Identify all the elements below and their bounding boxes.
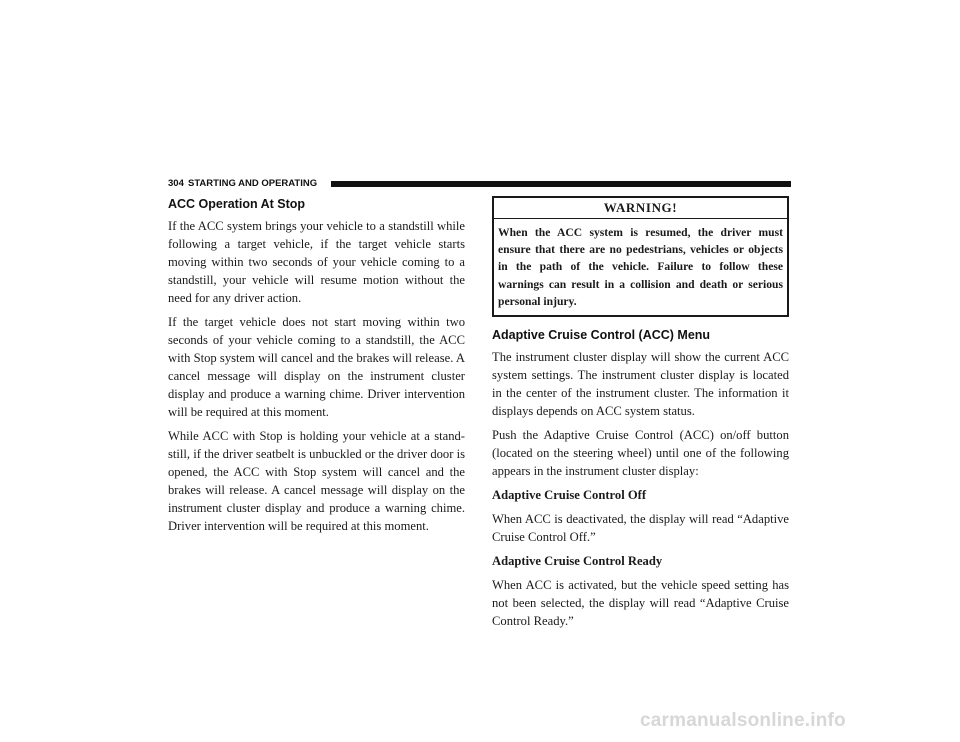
paragraph-push-button: Push the Adaptive Cruise Control (ACC) on/off button (located on the steering wheel) until one of the following appears in the instrument cluster display: — [492, 428, 789, 479]
page-number: 304 — [168, 178, 184, 189]
right-column — [492, 196, 789, 636]
acc-ready-title: Adaptive Cruise Control Ready — [492, 554, 663, 569]
paragraph-standstill-cancel: If the target vehicle does not start moving within two seconds of your vehicle coming to a standstill, the ACC with Stop system will cancel and the brakes will release. A cancel message will display on the instrument cluster display and produce a warning chime. Driver intervention will be required at this moment. — [168, 315, 465, 419]
acc-menu-heading: Adaptive Cruise Control (ACC) Menu — [492, 328, 711, 343]
left-column — [168, 196, 465, 541]
warning-box — [492, 196, 789, 317]
header-rule — [331, 181, 791, 187]
paragraph-seatbelt-cancel: While ACC with Stop is holding your vehicle at a stand-still, if the driver seatbelt is unbuckled or the driver door is opened, the ACC with Stop system will cancel and the brakes will release. A cancel message will display on the instrument cluster display and produce a warning chime. Driver intervention will be required at this moment. — [168, 429, 465, 533]
watermark-text: carmanualsonline.info — [640, 710, 846, 731]
warning-title: WARNING! — [494, 198, 787, 219]
section-title: STARTING AND OPERATING — [188, 178, 318, 189]
page-header — [168, 178, 791, 190]
paragraph-cluster-display: The instrument cluster display will show the current ACC system settings. The instrument cluster display is located in the center of the instrument cluster. The information it displays depends on ACC system status. — [492, 350, 789, 419]
acc-stop-heading: ACC Operation At Stop — [168, 197, 306, 211]
paragraph-standstill-resume: If the ACC system brings your vehicle to a standstill while following a target vehicle, if the target vehicle starts moving within two seconds of your vehicle coming to a standstill, your vehicle will resume motion without the need for any driver action. — [168, 219, 465, 305]
warning-text: When the ACC system is resumed, the driver must ensure that there are no pedestrians, vehicles or objects in the path of the vehicle. Failure to follow these warnings can result in a collision and death or serious personal injury. — [498, 226, 783, 308]
acc-ready-text: When ACC is activated, but the vehicle speed setting has not been selected, the display will read “Adaptive Cruise Control Ready.” — [492, 578, 789, 629]
acc-off-title: Adaptive Cruise Control Off — [492, 488, 647, 503]
acc-off-text: When ACC is deactivated, the display will read “Adaptive Cruise Control Off.” — [492, 512, 789, 545]
